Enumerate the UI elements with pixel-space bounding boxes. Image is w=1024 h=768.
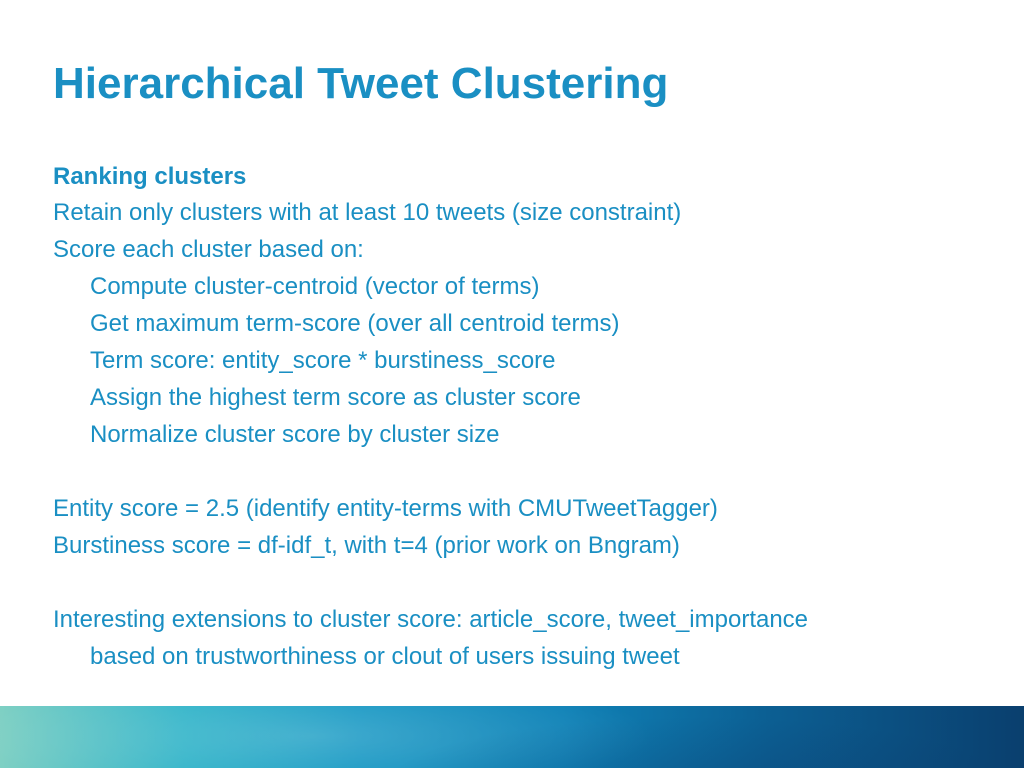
sub-bullet-max-term-score: Get maximum term-score (over all centroid terms) [90,310,620,337]
spacer [53,564,993,601]
sub-bullet-assign-highest: Assign the highest term score as cluster score [90,384,581,411]
slide-body [53,160,993,675]
bullet-interesting-extensions-continued: based on trustworthiness or clout of users issuing tweet [90,643,680,670]
bullet-interesting-extensions: Interesting extensions to cluster score: article_score, tweet_importance [53,606,809,633]
sub-bullet-normalize: Normalize cluster score by cluster size [90,421,500,448]
sub-bullet-term-score: Term score: entity_score * burstiness_score [90,347,556,374]
subheading-ranking-clusters: Ranking clusters [53,163,247,190]
spacer [53,453,993,490]
bullet-entity-score: Entity score = 2.5 (identify entity-terms with CMUTweetTagger) [53,495,718,522]
bullet-retain-clusters: Retain only clusters with at least 10 tweets (size constraint) [53,199,682,226]
footer-decorative-band [0,706,1024,768]
sub-bullet-compute-centroid: Compute cluster-centroid (vector of terms) [90,273,540,300]
bullet-burstiness-score: Burstiness score = df-idf_t, with t=4 (prior work on Bngram) [53,532,680,559]
slide-title: Hierarchical Tweet Clustering [53,59,669,108]
bullet-score-each-cluster: Score each cluster based on: [53,236,364,263]
